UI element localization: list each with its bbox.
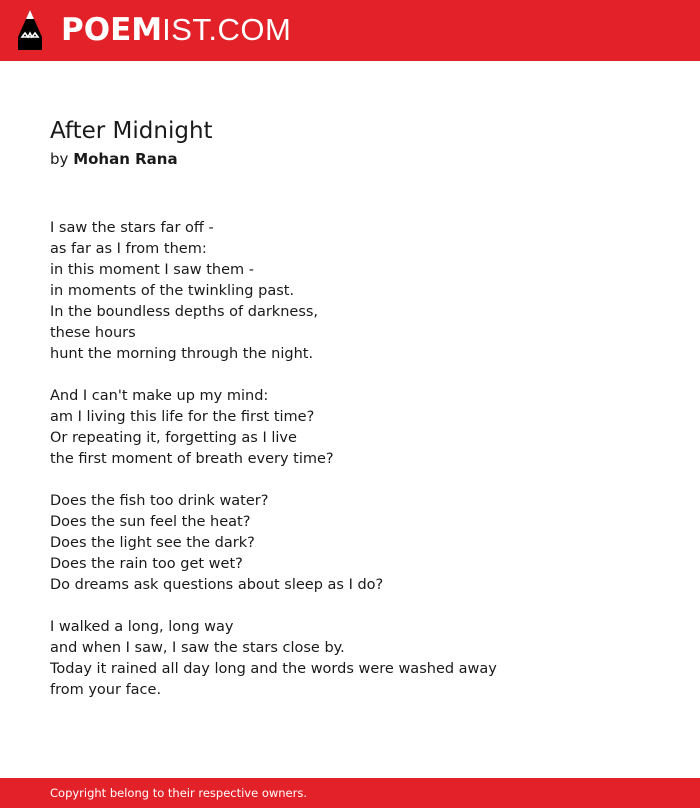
site-logo[interactable] — [61, 12, 291, 48]
brand-light: IST.COM — [162, 12, 292, 47]
poem-body — [50, 218, 670, 722]
poem-line: from your face. — [50, 682, 162, 698]
poem-title: After Midnight — [50, 118, 213, 144]
poem-line: as far as I from them: — [50, 241, 207, 257]
site-header — [0, 0, 700, 61]
byline-prefix: by — [50, 150, 69, 168]
pencil-icon[interactable] — [17, 9, 43, 51]
stanza — [50, 617, 670, 701]
brand-bold: POEM — [61, 12, 163, 48]
poem-line: Does the sun feel the heat? — [50, 514, 251, 530]
poem-line: these hours — [50, 325, 136, 341]
author-name: Mohan Rana — [73, 150, 178, 168]
site-footer — [0, 778, 700, 808]
poem-line: Does the light see the dark? — [50, 535, 255, 551]
stanza — [50, 491, 670, 596]
poem-line: In the boundless depths of darkness, — [50, 304, 319, 320]
copyright-text: Copyright belong to their respective owners. — [50, 786, 308, 800]
stanza — [50, 218, 670, 365]
poem-line: Or repeating it, forgetting as I live — [50, 430, 297, 446]
poem-line: Do dreams ask questions about sleep as I do? — [50, 577, 384, 593]
stanza — [50, 386, 670, 470]
poem-line: I walked a long, long way — [50, 619, 234, 635]
poem-line: Today it rained all day long and the words were washed away — [50, 661, 497, 677]
poem-line: and when I saw, I saw the stars close by. — [50, 640, 345, 656]
poem-line: the first moment of breath every time? — [50, 451, 334, 467]
byline — [50, 148, 178, 170]
poem-line: hunt the morning through the night. — [50, 346, 314, 362]
poem-line: Does the rain too get wet? — [50, 556, 243, 572]
poem-line: am I living this life for the first time? — [50, 409, 315, 425]
poem-line: And I can't make up my mind: — [50, 388, 269, 404]
poem-line: in this moment I saw them - — [50, 262, 254, 278]
poem-line: Does the fish too drink water? — [50, 493, 269, 509]
poem-line: in moments of the twinkling past. — [50, 283, 295, 299]
poem-line: I saw the stars far off - — [50, 220, 214, 236]
